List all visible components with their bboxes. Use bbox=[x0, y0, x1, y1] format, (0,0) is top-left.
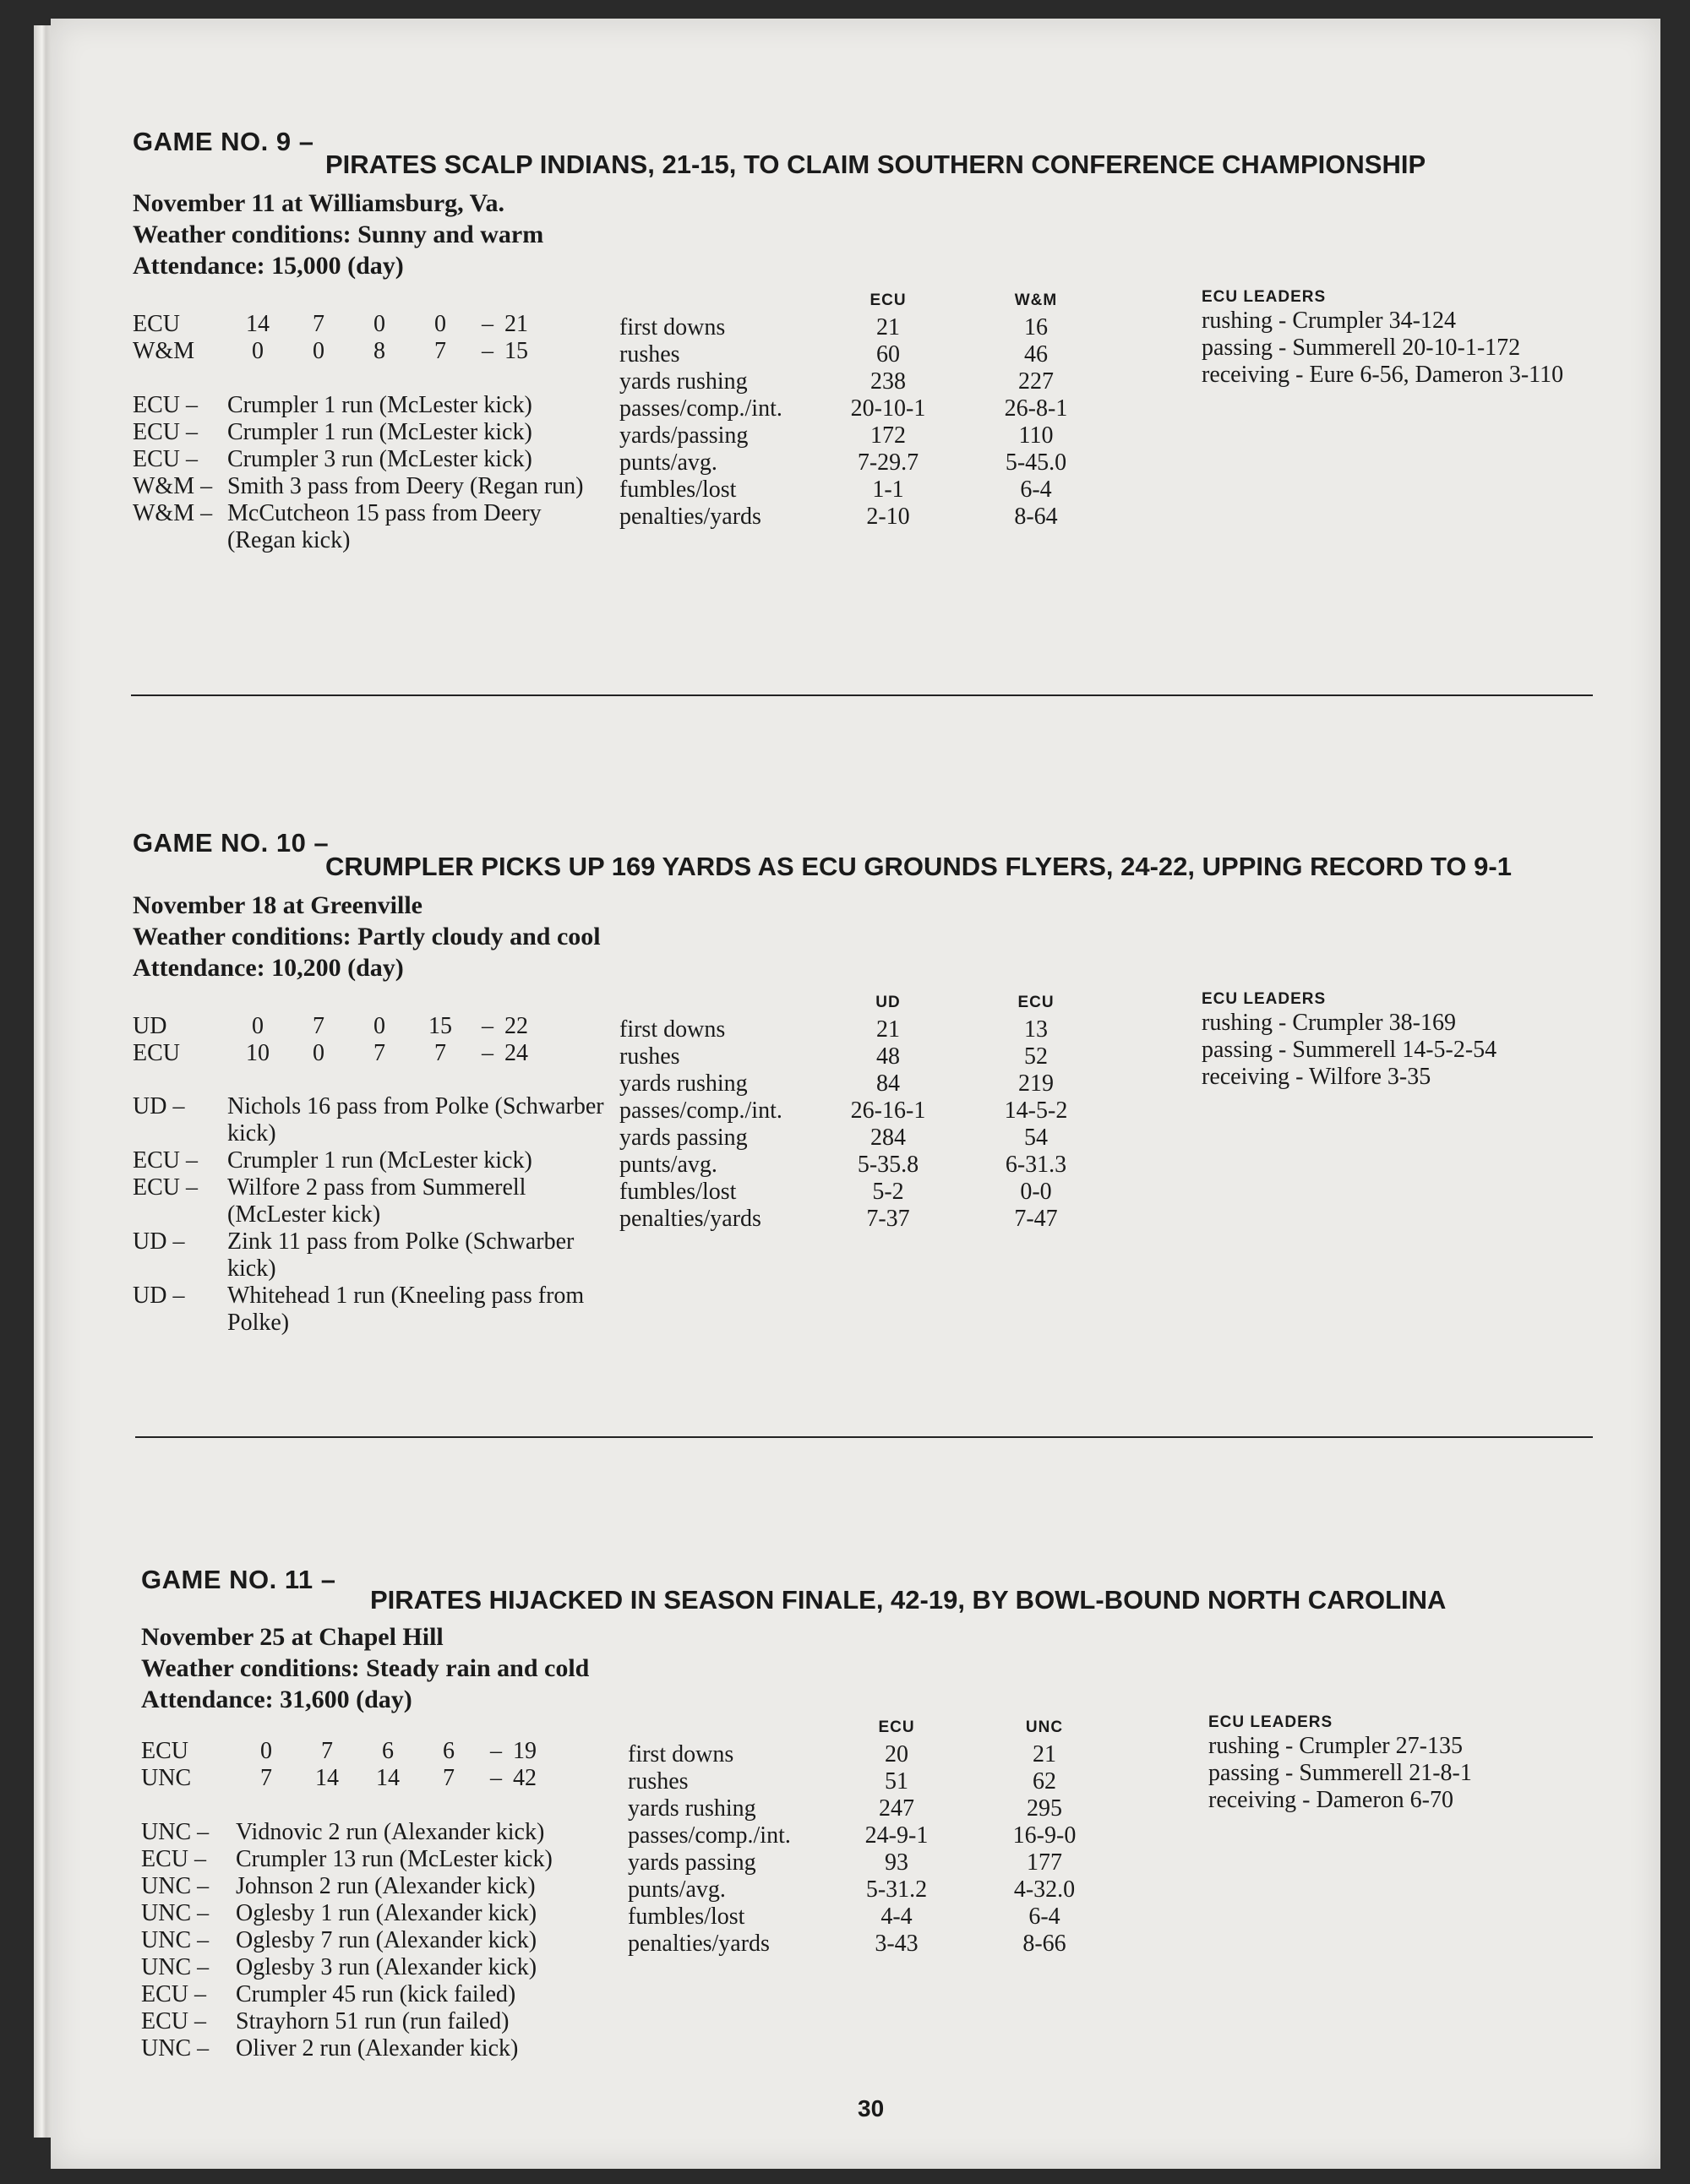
score-row bbox=[133, 338, 547, 365]
stat-row bbox=[628, 1904, 1142, 1931]
page-number: 30 bbox=[858, 2095, 885, 2121]
score-dash: – bbox=[482, 338, 493, 364]
ecu-leaders bbox=[1202, 287, 1563, 389]
score-q4: 7 bbox=[434, 338, 446, 364]
score-team: ECU bbox=[133, 1040, 180, 1066]
stat-row bbox=[628, 1876, 1142, 1904]
score-q4: 6 bbox=[443, 1738, 455, 1764]
score-q3: 6 bbox=[382, 1738, 394, 1764]
stat-a: 5-31.2 bbox=[865, 1876, 928, 1903]
leaders-title: ECU LEADERS bbox=[1202, 990, 1327, 1008]
game-title: PIRATES HIJACKED IN SEASON FINALE, 42-19, BY BOWL-BOUND NORTH CAROLINA bbox=[370, 1585, 1447, 1615]
date-line: November 18 at Greenville bbox=[133, 891, 422, 919]
score-total: 24 bbox=[504, 1040, 528, 1066]
stat-b: 14-5-2 bbox=[1004, 1097, 1068, 1124]
play-team: ECU – bbox=[141, 1981, 206, 2007]
stat-b: 8-64 bbox=[1014, 504, 1058, 530]
play-desc: Oglesby 3 run (Alexander kick) bbox=[236, 1954, 537, 1980]
play-desc: Crumpler 1 run (McLester kick) bbox=[227, 419, 532, 445]
scoring-play bbox=[133, 419, 606, 446]
stat-a: 26-16-1 bbox=[850, 1097, 926, 1124]
stat-a: 7-29.7 bbox=[857, 449, 919, 476]
scoring-play bbox=[133, 473, 606, 500]
play-desc: Strayhorn 51 run (run failed) bbox=[236, 2008, 510, 2034]
scoring-play bbox=[141, 1981, 648, 2008]
score-q1: 10 bbox=[246, 1040, 270, 1066]
stat-row bbox=[619, 341, 1133, 368]
stat-row bbox=[628, 1741, 1142, 1768]
leader-line: passing - Summerell 14-5-2-54 bbox=[1202, 1037, 1497, 1063]
stat-a: 20-10-1 bbox=[850, 395, 926, 422]
stat-a: 51 bbox=[885, 1768, 908, 1795]
stat-a: 20 bbox=[885, 1741, 908, 1767]
stat-label: passes/comp./int. bbox=[619, 395, 782, 422]
stat-a: 1-1 bbox=[872, 477, 904, 503]
play-team: ECU – bbox=[133, 1174, 198, 1201]
scoring-play bbox=[141, 2008, 648, 2035]
stat-b: 295 bbox=[1027, 1795, 1062, 1822]
game-title: CRUMPLER PICKS UP 169 YARDS AS ECU GROUNDS FLYERS, 24-22, UPPING RECORD TO 9-1 bbox=[325, 852, 1512, 881]
stat-row bbox=[619, 368, 1133, 395]
stat-label: penalties/yards bbox=[628, 1931, 770, 1957]
stat-b: 6-31.3 bbox=[1005, 1152, 1067, 1178]
play-team: UNC – bbox=[141, 1819, 210, 1845]
score-q2: 0 bbox=[313, 1040, 324, 1066]
play-team: ECU – bbox=[133, 419, 198, 445]
score-team: ECU bbox=[141, 1738, 188, 1764]
attendance-line: Attendance: 10,200 (day) bbox=[133, 954, 404, 982]
leader-line: receiving - Dameron 6-70 bbox=[1208, 1787, 1453, 1813]
stat-row bbox=[619, 504, 1133, 531]
date-line: November 25 at Chapel Hill bbox=[141, 1623, 444, 1651]
weather-line: Weather conditions: Partly cloudy and cool bbox=[133, 923, 601, 950]
stat-row bbox=[619, 449, 1133, 477]
stats-header bbox=[619, 287, 1133, 314]
stat-label: yards rushing bbox=[628, 1795, 756, 1822]
leaders-title: ECU LEADERS bbox=[1208, 1713, 1333, 1731]
stat-a: 4-4 bbox=[880, 1904, 913, 1930]
scoring-play bbox=[133, 1093, 606, 1147]
scoring-play bbox=[141, 1846, 648, 1873]
stat-label: yards passing bbox=[619, 1125, 748, 1151]
score-q4: 0 bbox=[434, 311, 446, 337]
play-desc: McCutcheon 15 pass from Deery (Regan kick) bbox=[227, 500, 542, 553]
score-q1: 7 bbox=[260, 1765, 272, 1791]
game-header: GAME NO. 9 – bbox=[133, 127, 314, 156]
stat-b: 54 bbox=[1024, 1125, 1048, 1151]
attendance-line: Attendance: 31,600 (day) bbox=[141, 1686, 412, 1713]
stat-label: rushes bbox=[619, 341, 680, 368]
stat-label: punts/avg. bbox=[619, 1152, 717, 1178]
play-desc: Johnson 2 run (Alexander kick) bbox=[236, 1873, 536, 1899]
score-team: ECU bbox=[133, 311, 180, 337]
leaders-title: ECU LEADERS bbox=[1202, 288, 1327, 306]
stat-a: 21 bbox=[876, 1016, 900, 1043]
play-desc: Oglesby 1 run (Alexander kick) bbox=[236, 1900, 537, 1926]
play-team: ECU – bbox=[133, 446, 198, 472]
game-info bbox=[141, 1621, 589, 1715]
stat-b: 16-9-0 bbox=[1012, 1822, 1077, 1849]
stat-a: 60 bbox=[876, 341, 900, 368]
play-desc: Crumpler 1 run (McLester kick) bbox=[227, 1147, 532, 1174]
stat-label: yards rushing bbox=[619, 1070, 748, 1097]
scoring-play bbox=[133, 1147, 606, 1174]
leader-line: passing - Summerell 20-10-1-172 bbox=[1202, 335, 1521, 361]
stat-row bbox=[619, 1097, 1133, 1125]
scoring-play bbox=[141, 1900, 648, 1927]
stat-b: 5-45.0 bbox=[1005, 449, 1067, 476]
stat-a: 48 bbox=[876, 1043, 900, 1070]
stat-b: 227 bbox=[1018, 368, 1054, 395]
stats-header bbox=[619, 989, 1133, 1016]
score-dash: – bbox=[490, 1738, 502, 1764]
play-team: UD – bbox=[133, 1283, 185, 1309]
score-table bbox=[133, 311, 547, 365]
scoring-play bbox=[133, 1283, 606, 1337]
game-title: PIRATES SCALP INDIANS, 21-15, TO CLAIM SOUTHERN CONFERENCE CHAMPIONSHIP bbox=[325, 150, 1426, 179]
stat-row bbox=[619, 422, 1133, 449]
stat-row bbox=[628, 1822, 1142, 1849]
game-header: GAME NO. 10 – bbox=[133, 828, 330, 858]
attendance-line: Attendance: 15,000 (day) bbox=[133, 252, 404, 280]
stat-label: punts/avg. bbox=[628, 1876, 726, 1903]
stat-label: penalties/yards bbox=[619, 504, 761, 530]
play-desc: Crumpler 1 run (McLester kick) bbox=[227, 392, 532, 418]
play-desc: Nichols 16 pass from Polke (Schwarber kick) bbox=[227, 1093, 604, 1146]
scoring-play bbox=[133, 1174, 606, 1228]
stat-label: yards rushing bbox=[619, 368, 748, 395]
stat-b: 110 bbox=[1018, 422, 1054, 449]
stat-label: rushes bbox=[628, 1768, 689, 1795]
game-header: GAME NO. 11 – bbox=[141, 1565, 336, 1594]
score-total: 15 bbox=[504, 338, 528, 364]
score-row bbox=[133, 311, 547, 338]
score-q4: 7 bbox=[443, 1765, 455, 1791]
stat-row bbox=[619, 1179, 1133, 1206]
score-q3: 8 bbox=[373, 338, 385, 364]
play-team: ECU – bbox=[141, 1846, 206, 1872]
play-team: UD – bbox=[133, 1093, 185, 1119]
play-team: UNC – bbox=[141, 1900, 210, 1926]
play-team: UNC – bbox=[141, 1954, 210, 1980]
stat-b: 16 bbox=[1024, 314, 1048, 340]
play-team: ECU – bbox=[133, 392, 198, 418]
score-total: 22 bbox=[504, 1013, 528, 1039]
scoring-play bbox=[141, 1927, 648, 1954]
play-team: UNC – bbox=[141, 1927, 210, 1953]
stat-b: 219 bbox=[1018, 1070, 1054, 1097]
team-stats bbox=[628, 1714, 1142, 1958]
ecu-leaders bbox=[1208, 1713, 1472, 1814]
stat-a: 93 bbox=[885, 1849, 908, 1876]
stat-a: 24-9-1 bbox=[864, 1822, 929, 1849]
date-line: November 11 at Williamsburg, Va. bbox=[133, 189, 505, 217]
play-team: ECU – bbox=[133, 1147, 198, 1174]
score-total: 19 bbox=[513, 1738, 537, 1764]
play-team: UNC – bbox=[141, 2035, 210, 2061]
stat-b: 6-4 bbox=[1020, 477, 1052, 503]
play-team: UD – bbox=[133, 1228, 185, 1255]
scoring-plays bbox=[133, 1093, 606, 1337]
stat-col-b: ECU bbox=[1017, 994, 1055, 1011]
stat-row bbox=[619, 1125, 1133, 1152]
stat-label: passes/comp./int. bbox=[619, 1097, 782, 1124]
stat-row bbox=[628, 1931, 1142, 1958]
stat-a: 5-2 bbox=[872, 1179, 904, 1205]
score-row bbox=[133, 1040, 547, 1067]
game-info bbox=[133, 188, 543, 281]
play-desc: Crumpler 45 run (kick failed) bbox=[236, 1981, 516, 2007]
stat-a: 84 bbox=[876, 1070, 900, 1097]
stat-col-a: UD bbox=[875, 994, 901, 1011]
stat-col-a: ECU bbox=[878, 1718, 915, 1736]
score-total: 42 bbox=[513, 1765, 537, 1791]
stat-b: 8-66 bbox=[1022, 1931, 1066, 1957]
score-q2: 0 bbox=[313, 338, 324, 364]
stat-label: penalties/yards bbox=[619, 1206, 761, 1232]
stat-label: fumbles/lost bbox=[619, 1179, 737, 1205]
stat-label: first downs bbox=[619, 314, 726, 340]
scoring-play bbox=[141, 1819, 648, 1846]
scoring-play bbox=[133, 446, 606, 473]
score-q2: 7 bbox=[321, 1738, 333, 1764]
stat-label: rushes bbox=[619, 1043, 680, 1070]
play-desc: Zink 11 pass from Polke (Schwarber kick) bbox=[227, 1228, 575, 1282]
stat-a: 7-37 bbox=[866, 1206, 910, 1232]
score-team: UD bbox=[133, 1013, 167, 1039]
stat-row bbox=[619, 1016, 1133, 1043]
leader-line: receiving - Wilfore 3-35 bbox=[1202, 1064, 1431, 1090]
play-desc: Smith 3 pass from Deery (Regan run) bbox=[227, 473, 584, 499]
stats-header bbox=[628, 1714, 1142, 1741]
stat-label: punts/avg. bbox=[619, 449, 717, 476]
stat-row bbox=[628, 1849, 1142, 1876]
play-desc: Oglesby 7 run (Alexander kick) bbox=[236, 1927, 537, 1953]
weather-line: Weather conditions: Steady rain and cold bbox=[141, 1654, 590, 1682]
scoring-play bbox=[133, 1228, 606, 1283]
section-divider bbox=[135, 1436, 1593, 1438]
score-dash: – bbox=[490, 1765, 502, 1791]
stat-label: yards/passing bbox=[619, 422, 749, 449]
score-team: W&M bbox=[133, 338, 195, 364]
stat-label: fumbles/lost bbox=[628, 1904, 745, 1930]
score-row bbox=[141, 1765, 555, 1792]
leader-line: rushing - Crumpler 34-124 bbox=[1202, 308, 1456, 334]
stat-row bbox=[628, 1768, 1142, 1795]
scoring-plays bbox=[141, 1819, 648, 2062]
play-desc: Oliver 2 run (Alexander kick) bbox=[236, 2035, 519, 2061]
stat-col-b: UNC bbox=[1025, 1718, 1064, 1736]
stat-b: 52 bbox=[1024, 1043, 1048, 1070]
stat-col-a: ECU bbox=[870, 291, 907, 309]
stat-a: 5-35.8 bbox=[857, 1152, 919, 1178]
play-desc: Vidnovic 2 run (Alexander kick) bbox=[236, 1819, 545, 1845]
stat-label: first downs bbox=[619, 1016, 726, 1043]
score-q3: 14 bbox=[376, 1765, 400, 1791]
stat-a: 172 bbox=[870, 422, 906, 449]
leader-line: rushing - Crumpler 38-169 bbox=[1202, 1010, 1456, 1036]
score-q3: 0 bbox=[373, 1013, 385, 1039]
team-stats bbox=[619, 287, 1133, 531]
stat-row bbox=[619, 477, 1133, 504]
stat-row bbox=[619, 395, 1133, 422]
stat-b: 7-47 bbox=[1014, 1206, 1058, 1232]
leader-line: receiving - Eure 6-56, Dameron 3-110 bbox=[1202, 362, 1564, 388]
game-info bbox=[133, 890, 601, 983]
stat-b: 21 bbox=[1033, 1741, 1056, 1767]
play-desc: Whitehead 1 run (Kneeling pass from Polke) bbox=[227, 1283, 585, 1336]
stat-label: fumbles/lost bbox=[619, 477, 737, 503]
team-stats bbox=[619, 989, 1133, 1233]
score-q1: 0 bbox=[252, 338, 264, 364]
score-table bbox=[133, 1013, 547, 1067]
score-dash: – bbox=[482, 311, 493, 337]
weather-line: Weather conditions: Sunny and warm bbox=[133, 221, 544, 248]
scoring-play bbox=[133, 500, 606, 554]
score-team: UNC bbox=[141, 1765, 192, 1791]
score-row bbox=[141, 1738, 555, 1765]
score-q4: 7 bbox=[434, 1040, 446, 1066]
play-team: W&M – bbox=[133, 500, 213, 526]
stat-b: 4-32.0 bbox=[1013, 1876, 1076, 1903]
score-dash: – bbox=[482, 1013, 493, 1039]
stat-row bbox=[619, 1070, 1133, 1097]
stat-label: yards passing bbox=[628, 1849, 756, 1876]
leader-line: passing - Summerell 21-8-1 bbox=[1208, 1760, 1472, 1786]
score-q2: 7 bbox=[313, 1013, 324, 1039]
stat-b: 6-4 bbox=[1028, 1904, 1060, 1930]
score-q1: 0 bbox=[260, 1738, 272, 1764]
stat-b: 46 bbox=[1024, 341, 1048, 368]
stat-row bbox=[619, 1206, 1133, 1233]
score-q2: 14 bbox=[315, 1765, 339, 1791]
stat-row bbox=[619, 1152, 1133, 1179]
score-q1: 0 bbox=[252, 1013, 264, 1039]
score-q2: 7 bbox=[313, 311, 324, 337]
stat-a: 247 bbox=[879, 1795, 914, 1822]
stat-label: passes/comp./int. bbox=[628, 1822, 791, 1849]
stat-a: 284 bbox=[870, 1125, 906, 1151]
stat-b: 13 bbox=[1024, 1016, 1048, 1043]
score-q1: 14 bbox=[246, 311, 270, 337]
play-team: W&M – bbox=[133, 473, 213, 499]
play-desc: Crumpler 3 run (McLester kick) bbox=[227, 446, 532, 472]
score-q3: 7 bbox=[373, 1040, 385, 1066]
scoring-play bbox=[133, 392, 606, 419]
play-desc: Crumpler 13 run (McLester kick) bbox=[236, 1846, 553, 1872]
stat-a: 238 bbox=[870, 368, 906, 395]
stat-a: 3-43 bbox=[875, 1931, 919, 1957]
play-desc: Wilfore 2 pass from Summerell (McLester kick) bbox=[227, 1174, 526, 1228]
play-team: ECU – bbox=[141, 2008, 206, 2034]
play-team: UNC – bbox=[141, 1873, 210, 1899]
stat-a: 21 bbox=[876, 314, 900, 340]
stat-b: 177 bbox=[1027, 1849, 1062, 1876]
stat-col-b: W&M bbox=[1014, 291, 1058, 309]
ecu-leaders bbox=[1202, 989, 1496, 1091]
score-q3: 0 bbox=[373, 311, 385, 337]
scoring-play bbox=[141, 2035, 648, 2062]
score-dash: – bbox=[482, 1040, 493, 1066]
stat-label: first downs bbox=[628, 1741, 734, 1767]
stat-a: 2-10 bbox=[866, 504, 910, 530]
stat-b: 26-8-1 bbox=[1004, 395, 1068, 422]
stat-row bbox=[628, 1795, 1142, 1822]
stat-row bbox=[619, 1043, 1133, 1070]
stat-row bbox=[619, 314, 1133, 341]
scoring-play bbox=[141, 1873, 648, 1900]
score-q4: 15 bbox=[428, 1013, 452, 1039]
score-row bbox=[133, 1013, 547, 1040]
stat-b: 62 bbox=[1033, 1768, 1056, 1795]
stat-b: 0-0 bbox=[1020, 1179, 1052, 1205]
score-total: 21 bbox=[504, 311, 528, 337]
leader-line: rushing - Crumpler 27-135 bbox=[1208, 1733, 1463, 1759]
score-table bbox=[141, 1738, 555, 1792]
scoring-play bbox=[141, 1954, 648, 1981]
section-divider bbox=[131, 694, 1593, 696]
scoring-plays bbox=[133, 392, 606, 554]
